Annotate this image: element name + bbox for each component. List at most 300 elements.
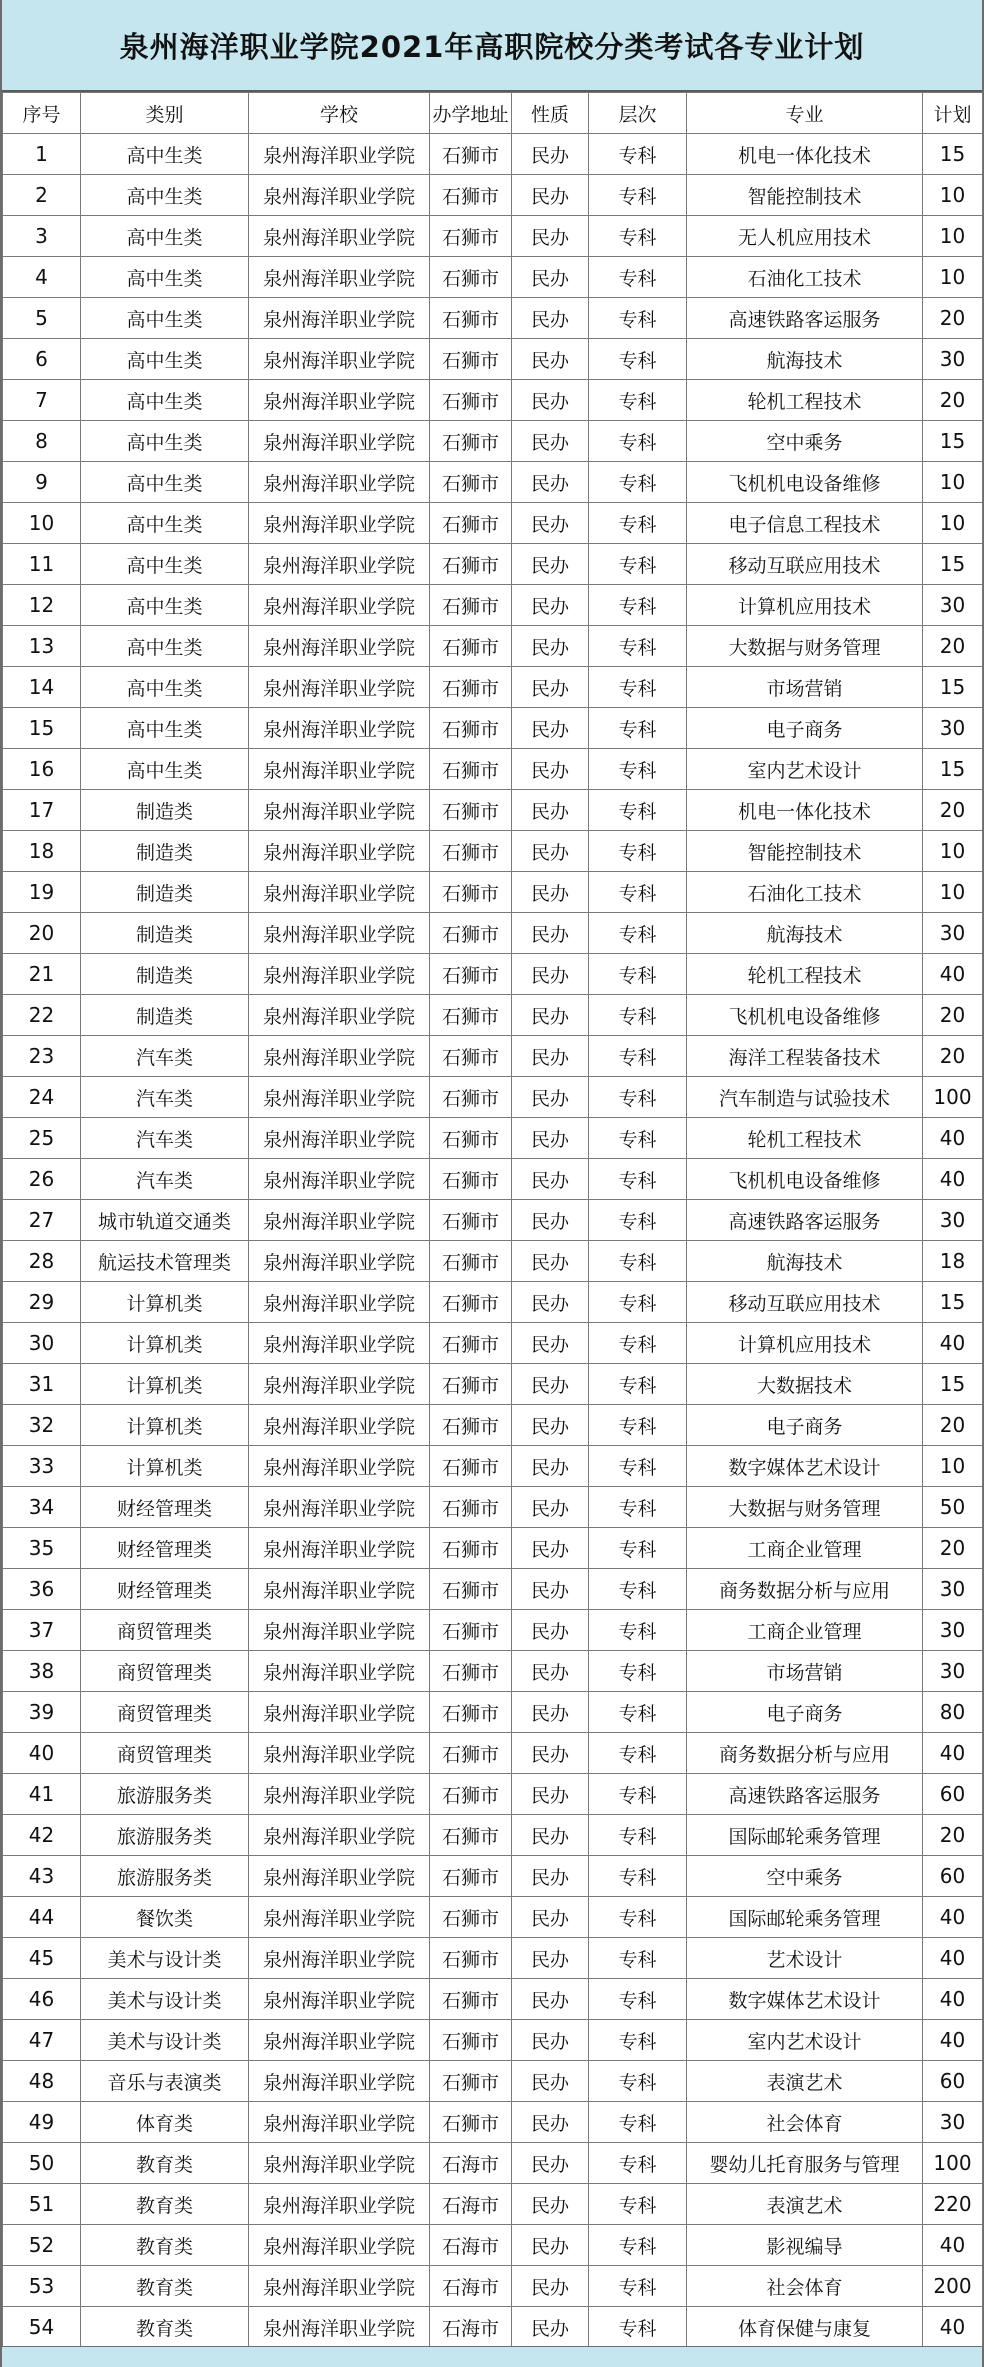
cell-level: 专科	[589, 1569, 687, 1610]
cell-category: 旅游服务类	[81, 1815, 249, 1856]
cell-category: 计算机类	[81, 1405, 249, 1446]
cell-location: 石狮市	[430, 1528, 512, 1569]
table-row	[3, 1405, 983, 1446]
cell-major: 工商企业管理	[687, 1610, 923, 1651]
cell-nature: 民办	[512, 2266, 589, 2307]
cell-nature: 民办	[512, 2102, 589, 2143]
cell-level: 专科	[589, 954, 687, 995]
cell-nature: 民办	[512, 1610, 589, 1651]
cell-category: 高中生类	[81, 339, 249, 380]
cell-category: 制造类	[81, 995, 249, 1036]
cell-plan: 10	[923, 831, 983, 872]
table-row	[3, 1692, 983, 1733]
cell-plan: 40	[923, 954, 983, 995]
cell-index: 20	[3, 913, 81, 954]
table-row	[3, 1938, 983, 1979]
table-row	[3, 1856, 983, 1897]
cell-index: 48	[3, 2061, 81, 2102]
cell-school: 泉州海洋职业学院	[249, 1979, 430, 2020]
cell-major: 大数据技术	[687, 1364, 923, 1405]
cell-plan: 20	[923, 1815, 983, 1856]
cell-major: 海洋工程装备技术	[687, 1036, 923, 1077]
cell-index: 50	[3, 2143, 81, 2184]
cell-index: 40	[3, 1733, 81, 1774]
table-row	[3, 1979, 983, 2020]
table-row	[3, 1118, 983, 1159]
cell-index: 12	[3, 585, 81, 626]
table-row	[3, 995, 983, 1036]
cell-plan: 20	[923, 1036, 983, 1077]
cell-location: 石狮市	[430, 708, 512, 749]
cell-category: 高中生类	[81, 298, 249, 339]
cell-major: 社会体育	[687, 2102, 923, 2143]
cell-nature: 民办	[512, 667, 589, 708]
cell-major: 电子商务	[687, 1405, 923, 1446]
table-row	[3, 1159, 983, 1200]
cell-plan: 30	[923, 1569, 983, 1610]
cell-plan: 15	[923, 544, 983, 585]
cell-location: 石狮市	[430, 339, 512, 380]
cell-nature: 民办	[512, 2225, 589, 2266]
cell-location: 石狮市	[430, 1159, 512, 1200]
cell-location: 石狮市	[430, 1651, 512, 1692]
cell-school: 泉州海洋职业学院	[249, 1077, 430, 1118]
table-row	[3, 421, 983, 462]
cell-index: 24	[3, 1077, 81, 1118]
cell-school: 泉州海洋职业学院	[249, 2143, 430, 2184]
cell-index: 26	[3, 1159, 81, 1200]
cell-school: 泉州海洋职业学院	[249, 216, 430, 257]
cell-major: 无人机应用技术	[687, 216, 923, 257]
cell-location: 石海市	[430, 2143, 512, 2184]
cell-category: 高中生类	[81, 216, 249, 257]
cell-category: 高中生类	[81, 585, 249, 626]
cell-location: 石狮市	[430, 1569, 512, 1610]
cell-nature: 民办	[512, 544, 589, 585]
cell-major: 电子商务	[687, 1692, 923, 1733]
cell-nature: 民办	[512, 175, 589, 216]
cell-major: 智能控制技术	[687, 831, 923, 872]
cell-location: 石狮市	[430, 667, 512, 708]
cell-school: 泉州海洋职业学院	[249, 1569, 430, 1610]
cell-nature: 民办	[512, 1815, 589, 1856]
cell-location: 石狮市	[430, 298, 512, 339]
cell-location: 石狮市	[430, 175, 512, 216]
cell-plan: 15	[923, 134, 983, 175]
cell-school: 泉州海洋职业学院	[249, 1200, 430, 1241]
cell-school: 泉州海洋职业学院	[249, 995, 430, 1036]
cell-major: 国际邮轮乘务管理	[687, 1815, 923, 1856]
cell-plan: 10	[923, 462, 983, 503]
cell-school: 泉州海洋职业学院	[249, 1159, 430, 1200]
cell-level: 专科	[589, 1938, 687, 1979]
column-header: 计划	[923, 93, 983, 134]
table-row	[3, 298, 983, 339]
cell-plan: 20	[923, 1405, 983, 1446]
cell-nature: 民办	[512, 749, 589, 790]
cell-major: 机电一体化技术	[687, 134, 923, 175]
cell-level: 专科	[589, 421, 687, 462]
cell-major: 商务数据分析与应用	[687, 1733, 923, 1774]
table-row	[3, 1364, 983, 1405]
cell-plan: 40	[923, 2225, 983, 2266]
cell-level: 专科	[589, 1405, 687, 1446]
table-row	[3, 2266, 983, 2307]
cell-index: 30	[3, 1323, 81, 1364]
cell-category: 教育类	[81, 2225, 249, 2266]
table-row	[3, 1200, 983, 1241]
cell-school: 泉州海洋职业学院	[249, 585, 430, 626]
cell-category: 教育类	[81, 2266, 249, 2307]
cell-location: 石狮市	[430, 1897, 512, 1938]
cell-major: 航海技术	[687, 1241, 923, 1282]
cell-index: 32	[3, 1405, 81, 1446]
cell-location: 石狮市	[430, 790, 512, 831]
cell-major: 机电一体化技术	[687, 790, 923, 831]
cell-level: 专科	[589, 380, 687, 421]
cell-category: 汽车类	[81, 1036, 249, 1077]
cell-level: 专科	[589, 544, 687, 585]
cell-school: 泉州海洋职业学院	[249, 913, 430, 954]
cell-category: 旅游服务类	[81, 1856, 249, 1897]
cell-plan: 60	[923, 1856, 983, 1897]
cell-category: 美术与设计类	[81, 1979, 249, 2020]
cell-nature: 民办	[512, 1405, 589, 1446]
cell-school: 泉州海洋职业学院	[249, 339, 430, 380]
cell-level: 专科	[589, 1200, 687, 1241]
cell-plan: 40	[923, 2307, 983, 2348]
cell-plan: 18	[923, 1241, 983, 1282]
cell-school: 泉州海洋职业学院	[249, 1692, 430, 1733]
cell-school: 泉州海洋职业学院	[249, 1733, 430, 1774]
cell-category: 制造类	[81, 954, 249, 995]
cell-level: 专科	[589, 175, 687, 216]
cell-major: 轮机工程技术	[687, 954, 923, 995]
cell-school: 泉州海洋职业学院	[249, 708, 430, 749]
cell-category: 计算机类	[81, 1364, 249, 1405]
cell-plan: 10	[923, 216, 983, 257]
cell-index: 18	[3, 831, 81, 872]
cell-level: 专科	[589, 749, 687, 790]
cell-location: 石狮市	[430, 2061, 512, 2102]
table-row	[3, 626, 983, 667]
cell-nature: 民办	[512, 462, 589, 503]
cell-level: 专科	[589, 462, 687, 503]
cell-index: 17	[3, 790, 81, 831]
table-row	[3, 2061, 983, 2102]
cell-category: 高中生类	[81, 708, 249, 749]
cell-major: 飞机机电设备维修	[687, 1159, 923, 1200]
cell-index: 42	[3, 1815, 81, 1856]
cell-nature: 民办	[512, 1241, 589, 1282]
cell-level: 专科	[589, 790, 687, 831]
cell-index: 33	[3, 1446, 81, 1487]
cell-level: 专科	[589, 831, 687, 872]
cell-location: 石狮市	[430, 1446, 512, 1487]
cell-level: 专科	[589, 708, 687, 749]
cell-level: 专科	[589, 503, 687, 544]
cell-level: 专科	[589, 2266, 687, 2307]
table-row	[3, 1282, 983, 1323]
cell-school: 泉州海洋职业学院	[249, 749, 430, 790]
cell-location: 石狮市	[430, 1282, 512, 1323]
cell-category: 高中生类	[81, 626, 249, 667]
cell-location: 石狮市	[430, 749, 512, 790]
cell-plan: 200	[923, 2266, 983, 2307]
table-row	[3, 2184, 983, 2225]
cell-location: 石狮市	[430, 2102, 512, 2143]
cell-index: 2	[3, 175, 81, 216]
cell-school: 泉州海洋职业学院	[249, 2020, 430, 2061]
cell-location: 石海市	[430, 2225, 512, 2266]
cell-plan: 40	[923, 1118, 983, 1159]
cell-location: 石狮市	[430, 1856, 512, 1897]
column-header: 学校	[249, 93, 430, 134]
cell-index: 4	[3, 257, 81, 298]
table-row	[3, 1651, 983, 1692]
cell-location: 石狮市	[430, 872, 512, 913]
cell-plan: 20	[923, 380, 983, 421]
cell-nature: 民办	[512, 1979, 589, 2020]
cell-plan: 10	[923, 1446, 983, 1487]
table-header-row	[3, 93, 983, 134]
cell-plan: 30	[923, 1610, 983, 1651]
cell-nature: 民办	[512, 2143, 589, 2184]
cell-category: 汽车类	[81, 1077, 249, 1118]
cell-nature: 民办	[512, 1692, 589, 1733]
cell-school: 泉州海洋职业学院	[249, 790, 430, 831]
cell-plan: 40	[923, 2020, 983, 2061]
cell-index: 25	[3, 1118, 81, 1159]
cell-nature: 民办	[512, 1528, 589, 1569]
cell-major: 表演艺术	[687, 2061, 923, 2102]
table-row	[3, 1036, 983, 1077]
cell-school: 泉州海洋职业学院	[249, 831, 430, 872]
cell-plan: 100	[923, 1077, 983, 1118]
cell-index: 8	[3, 421, 81, 462]
cell-level: 专科	[589, 1979, 687, 2020]
cell-index: 9	[3, 462, 81, 503]
cell-school: 泉州海洋职业学院	[249, 1487, 430, 1528]
cell-school: 泉州海洋职业学院	[249, 380, 430, 421]
table-row	[3, 872, 983, 913]
cell-plan: 30	[923, 339, 983, 380]
cell-category: 商贸管理类	[81, 1733, 249, 1774]
cell-nature: 民办	[512, 1323, 589, 1364]
cell-nature: 民办	[512, 1938, 589, 1979]
cell-plan: 20	[923, 626, 983, 667]
cell-major: 高速铁路客运服务	[687, 1774, 923, 1815]
cell-index: 6	[3, 339, 81, 380]
cell-school: 泉州海洋职业学院	[249, 134, 430, 175]
cell-plan: 80	[923, 1692, 983, 1733]
cell-level: 专科	[589, 667, 687, 708]
cell-index: 54	[3, 2307, 81, 2348]
cell-category: 高中生类	[81, 380, 249, 421]
table-row	[3, 257, 983, 298]
cell-nature: 民办	[512, 1446, 589, 1487]
column-header: 性质	[512, 93, 589, 134]
cell-level: 专科	[589, 1323, 687, 1364]
table-row	[3, 1569, 983, 1610]
cell-nature: 民办	[512, 1733, 589, 1774]
cell-school: 泉州海洋职业学院	[249, 1118, 430, 1159]
cell-plan: 40	[923, 1938, 983, 1979]
column-header: 类别	[81, 93, 249, 134]
cell-plan: 20	[923, 298, 983, 339]
cell-index: 46	[3, 1979, 81, 2020]
cell-school: 泉州海洋职业学院	[249, 1856, 430, 1897]
column-header: 序号	[3, 93, 81, 134]
cell-major: 石油化工技术	[687, 872, 923, 913]
table-body	[3, 134, 983, 2348]
table-row	[3, 790, 983, 831]
cell-nature: 民办	[512, 134, 589, 175]
cell-major: 社会体育	[687, 2266, 923, 2307]
cell-level: 专科	[589, 1241, 687, 1282]
cell-school: 泉州海洋职业学院	[249, 544, 430, 585]
table-row	[3, 462, 983, 503]
table-row	[3, 2020, 983, 2061]
cell-category: 高中生类	[81, 503, 249, 544]
cell-plan: 15	[923, 1364, 983, 1405]
cell-location: 石狮市	[430, 544, 512, 585]
cell-category: 汽车类	[81, 1118, 249, 1159]
cell-index: 53	[3, 2266, 81, 2307]
cell-category: 高中生类	[81, 749, 249, 790]
cell-major: 轮机工程技术	[687, 1118, 923, 1159]
cell-school: 泉州海洋职业学院	[249, 2225, 430, 2266]
page-title: 泉州海洋职业学院2021年高职院校分类考试各专业计划	[2, 0, 982, 92]
cell-location: 石狮市	[430, 1241, 512, 1282]
cell-location: 石狮市	[430, 1118, 512, 1159]
cell-category: 计算机类	[81, 1282, 249, 1323]
cell-nature: 民办	[512, 1856, 589, 1897]
cell-school: 泉州海洋职业学院	[249, 2102, 430, 2143]
cell-level: 专科	[589, 216, 687, 257]
cell-school: 泉州海洋职业学院	[249, 1528, 430, 1569]
cell-plan: 30	[923, 708, 983, 749]
cell-school: 泉州海洋职业学院	[249, 1323, 430, 1364]
cell-school: 泉州海洋职业学院	[249, 2061, 430, 2102]
cell-plan: 50	[923, 1487, 983, 1528]
cell-major: 飞机机电设备维修	[687, 995, 923, 1036]
cell-level: 专科	[589, 339, 687, 380]
table-row	[3, 2225, 983, 2266]
cell-index: 7	[3, 380, 81, 421]
cell-major: 大数据与财务管理	[687, 1487, 923, 1528]
cell-major: 艺术设计	[687, 1938, 923, 1979]
cell-school: 泉州海洋职业学院	[249, 872, 430, 913]
cell-level: 专科	[589, 1036, 687, 1077]
table-row	[3, 1323, 983, 1364]
cell-nature: 民办	[512, 2061, 589, 2102]
cell-category: 教育类	[81, 2307, 249, 2348]
cell-category: 制造类	[81, 913, 249, 954]
cell-nature: 民办	[512, 2307, 589, 2348]
cell-nature: 民办	[512, 1897, 589, 1938]
cell-index: 16	[3, 749, 81, 790]
cell-school: 泉州海洋职业学院	[249, 175, 430, 216]
cell-level: 专科	[589, 1897, 687, 1938]
cell-major: 影视编导	[687, 2225, 923, 2266]
cell-major: 市场营销	[687, 667, 923, 708]
cell-nature: 民办	[512, 380, 589, 421]
cell-plan: 100	[923, 2143, 983, 2184]
cell-index: 38	[3, 1651, 81, 1692]
table-row	[3, 1446, 983, 1487]
cell-level: 专科	[589, 2061, 687, 2102]
cell-plan: 30	[923, 1651, 983, 1692]
cell-level: 专科	[589, 872, 687, 913]
cell-plan: 40	[923, 1159, 983, 1200]
cell-level: 专科	[589, 1118, 687, 1159]
cell-category: 商贸管理类	[81, 1610, 249, 1651]
cell-category: 高中生类	[81, 421, 249, 462]
cell-location: 石狮市	[430, 995, 512, 1036]
cell-category: 音乐与表演类	[81, 2061, 249, 2102]
table-row	[3, 2143, 983, 2184]
cell-location: 石狮市	[430, 216, 512, 257]
cell-nature: 民办	[512, 831, 589, 872]
cell-location: 石狮市	[430, 1733, 512, 1774]
cell-category: 高中生类	[81, 667, 249, 708]
cell-index: 52	[3, 2225, 81, 2266]
cell-level: 专科	[589, 257, 687, 298]
cell-plan: 220	[923, 2184, 983, 2225]
cell-school: 泉州海洋职业学院	[249, 1651, 430, 1692]
cell-index: 29	[3, 1282, 81, 1323]
cell-school: 泉州海洋职业学院	[249, 462, 430, 503]
cell-category: 商贸管理类	[81, 1692, 249, 1733]
cell-index: 39	[3, 1692, 81, 1733]
cell-index: 15	[3, 708, 81, 749]
table-row	[3, 544, 983, 585]
cell-major: 电子商务	[687, 708, 923, 749]
cell-category: 航运技术管理类	[81, 1241, 249, 1282]
cell-index: 21	[3, 954, 81, 995]
cell-plan: 20	[923, 1528, 983, 1569]
column-header: 办学地址	[430, 93, 512, 134]
bottom-band	[2, 2346, 982, 2367]
cell-location: 石狮市	[430, 134, 512, 175]
table-row	[3, 1487, 983, 1528]
cell-location: 石狮市	[430, 1774, 512, 1815]
cell-school: 泉州海洋职业学院	[249, 1405, 430, 1446]
cell-major: 商务数据分析与应用	[687, 1569, 923, 1610]
table-row	[3, 667, 983, 708]
cell-major: 智能控制技术	[687, 175, 923, 216]
cell-location: 石狮市	[430, 503, 512, 544]
cell-plan: 30	[923, 2102, 983, 2143]
cell-nature: 民办	[512, 585, 589, 626]
cell-level: 专科	[589, 1692, 687, 1733]
table-row	[3, 380, 983, 421]
plan-table	[2, 92, 983, 2348]
cell-category: 制造类	[81, 790, 249, 831]
cell-major: 电子信息工程技术	[687, 503, 923, 544]
cell-nature: 民办	[512, 216, 589, 257]
cell-level: 专科	[589, 1733, 687, 1774]
cell-location: 石狮市	[430, 1610, 512, 1651]
cell-location: 石狮市	[430, 462, 512, 503]
cell-plan: 40	[923, 1323, 983, 1364]
table-row	[3, 1733, 983, 1774]
cell-major: 室内艺术设计	[687, 2020, 923, 2061]
cell-plan: 10	[923, 175, 983, 216]
cell-major: 计算机应用技术	[687, 585, 923, 626]
table-row	[3, 1610, 983, 1651]
